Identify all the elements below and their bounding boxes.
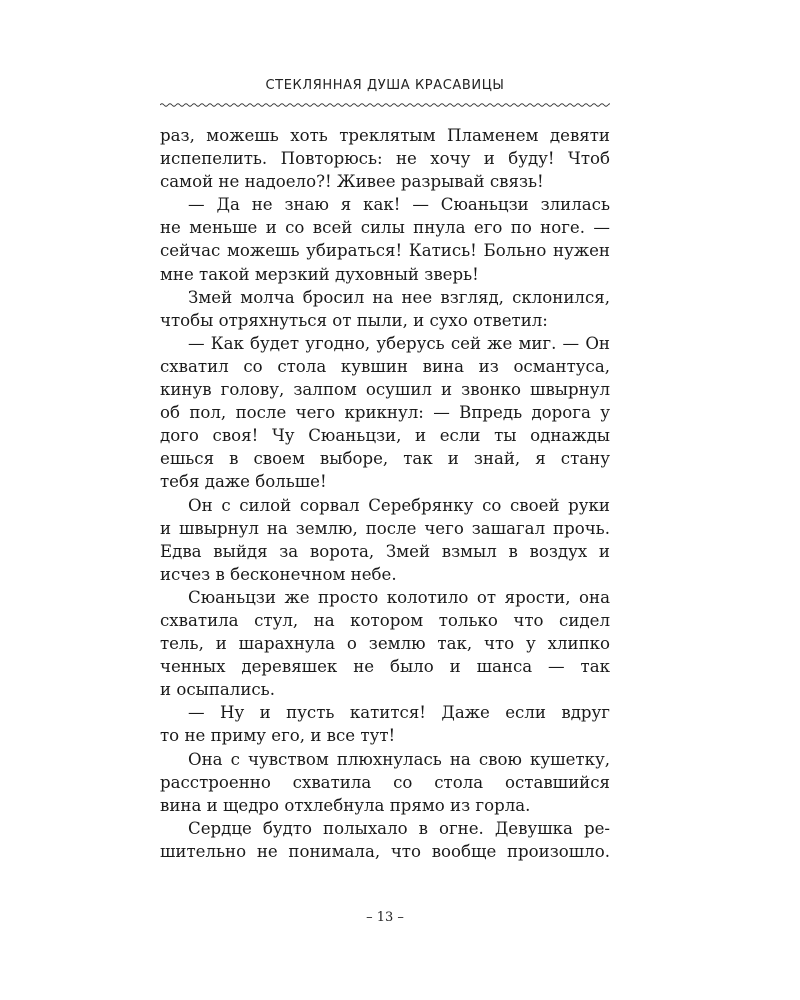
text-line: — Да не знаю я как! — Сюаньцзи злилась	[188, 195, 610, 215]
body-text	[160, 124, 610, 863]
text-line: вина и щедро отхлебнула прямо из горла.	[160, 795, 531, 815]
text-line: тель, и шарахнула о землю так, что у хлипко	[160, 634, 610, 654]
text-line: Сюаньцзи же просто колотило от ярости, она	[188, 587, 610, 607]
text-line: — Ну и пусть катится! Даже если вдруг	[188, 703, 610, 723]
text-line: Едва выйдя за ворота, Змей взмыл в воздух и	[160, 541, 610, 561]
text-line: самой не надоело?! Живее разрывай связь!	[160, 172, 544, 192]
text-line: Он с силой сорвал Серебрянку со своей руки	[188, 495, 610, 515]
text-line: не меньше и со всей силы пнула его по ноге. —	[160, 218, 610, 238]
text-line: дого своя! Чу Сюаньцзи, и если ты однажды	[160, 426, 610, 446]
text-line: исчез в бесконечном небе.	[160, 564, 397, 584]
text-line: Она с чувством плюхнулась на свою кушетку,	[188, 749, 610, 769]
text-line: мне такой мерзкий духовный зверь!	[160, 264, 479, 284]
text-line: шительно не понимала, что вообще произошло.	[160, 841, 610, 861]
text-line: ешься в своем выборе, так и знай, я стану	[160, 449, 610, 469]
text-line: и осыпались.	[160, 680, 275, 700]
text-line: и швырнул на землю, после чего зашагал прочь.	[160, 518, 610, 538]
text-line: ченных деревяшек не было и шанса — так	[160, 657, 610, 677]
text-line: то не приму его, и все тут!	[160, 726, 396, 746]
text-line: тебя даже больше!	[160, 472, 327, 492]
text-line: схватил со стола кувшин вина из османтуса,	[160, 356, 610, 376]
text-line: об пол, после чего крикнул: — Впредь дорога у	[160, 403, 610, 423]
text-line: сейчас можешь убираться! Катись! Больно нужен	[160, 241, 610, 261]
text-line: Сердце будто полыхало в огне. Девушка ре-	[188, 818, 610, 838]
text-line: кинув голову, залпом осушил и звонко швырнул	[160, 380, 610, 400]
text-line: чтобы отряхнуться от пыли, и сухо ответил:	[160, 310, 548, 330]
page-number: – 13 –	[366, 910, 404, 925]
text-line: Змей молча бросил на нее взгляд, склонился,	[188, 287, 610, 307]
running-head: СТЕКЛЯННАЯ ДУША КРАСАВИЦЫ	[265, 78, 505, 93]
text-line: — Как будет угодно, уберусь сей же миг. — Он	[188, 333, 610, 353]
text-line: раз, можешь хоть треклятым Пламенем девяти	[160, 126, 610, 145]
text-line: испепелить. Повторюсь: не хочу и буду! Чтоб	[160, 149, 610, 169]
text-line: расстроенно схватила со стола оставшийся	[160, 772, 610, 792]
wavy-rule-ornament	[160, 100, 610, 110]
text-line: схватила стул, на котором только что сидел	[160, 610, 610, 630]
